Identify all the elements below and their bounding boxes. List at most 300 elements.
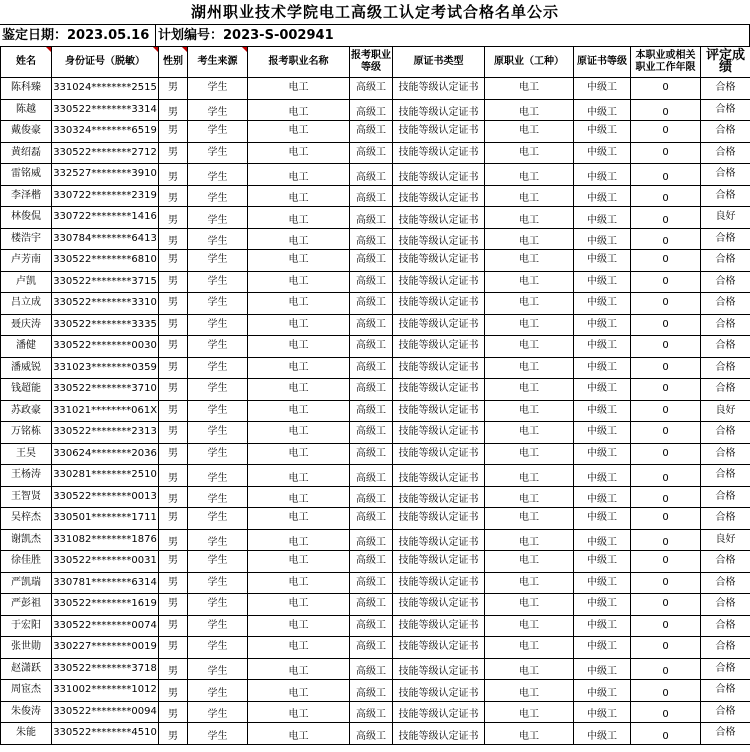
cell-result[interactable]: 合格 (701, 508, 750, 530)
cell-gender[interactable]: 男 (159, 185, 188, 207)
cell-source[interactable]: 学生 (188, 615, 248, 637)
cell-years[interactable]: 0 (631, 121, 701, 143)
cell-level[interactable]: 高级工 (350, 250, 393, 272)
cell-orig-job[interactable]: 电工 (485, 551, 574, 573)
cell-job[interactable]: 电工 (248, 121, 350, 143)
cell-orig-level[interactable]: 中级工 (574, 443, 631, 465)
cell-cert-type[interactable]: 技能等级认定证书 (393, 185, 485, 207)
cell-result[interactable]: 合格 (701, 99, 750, 121)
cell-cert-type[interactable]: 技能等级认定证书 (393, 293, 485, 315)
cell-job[interactable]: 电工 (248, 572, 350, 594)
cell-source[interactable]: 学生 (188, 572, 248, 594)
cell-orig-level[interactable]: 中级工 (574, 142, 631, 164)
cell-cert-type[interactable]: 技能等级认定证书 (393, 357, 485, 379)
cell-id[interactable]: 330522********3715 (52, 271, 159, 293)
cell-years[interactable]: 0 (631, 207, 701, 229)
cell-result[interactable]: 合格 (701, 142, 750, 164)
cell-result[interactable]: 合格 (701, 78, 750, 100)
cell-orig-level[interactable]: 中级工 (574, 314, 631, 336)
cell-cert-type[interactable]: 技能等级认定证书 (393, 314, 485, 336)
cell-job[interactable]: 电工 (248, 357, 350, 379)
cell-level[interactable]: 高级工 (350, 615, 393, 637)
cell-gender[interactable]: 男 (159, 142, 188, 164)
cell-orig-level[interactable]: 中级工 (574, 615, 631, 637)
cell-years[interactable]: 0 (631, 164, 701, 186)
cell-source[interactable]: 学生 (188, 357, 248, 379)
cell-id[interactable]: 330624********2036 (52, 443, 159, 465)
cell-result[interactable]: 合格 (701, 594, 750, 616)
cell-years[interactable]: 0 (631, 250, 701, 272)
cell-job[interactable]: 电工 (248, 271, 350, 293)
cell-source[interactable]: 学生 (188, 293, 248, 315)
cell-id[interactable]: 330522********1619 (52, 594, 159, 616)
cell-gender[interactable]: 男 (159, 529, 188, 551)
cell-result[interactable]: 良好 (701, 400, 750, 422)
cell-orig-job[interactable]: 电工 (485, 99, 574, 121)
cell-orig-job[interactable]: 电工 (485, 185, 574, 207)
cell-source[interactable]: 学生 (188, 637, 248, 659)
cell-id[interactable]: 330522********0031 (52, 551, 159, 573)
cell-name[interactable]: 卢凯 (1, 271, 52, 293)
cell-level[interactable]: 高级工 (350, 314, 393, 336)
cell-id[interactable]: 330501********1711 (52, 508, 159, 530)
col-header-orig-level[interactable]: 原证书等级 (574, 47, 631, 78)
cell-orig-job[interactable]: 电工 (485, 572, 574, 594)
cell-name[interactable]: 严彭祖 (1, 594, 52, 616)
cell-level[interactable]: 高级工 (350, 465, 393, 487)
col-header-result[interactable]: 评定成绩 (701, 47, 750, 78)
cell-name[interactable]: 朱俊涛 (1, 701, 52, 723)
cell-job[interactable]: 电工 (248, 508, 350, 530)
cell-years[interactable]: 0 (631, 701, 701, 723)
cell-gender[interactable]: 男 (159, 551, 188, 573)
cell-years[interactable]: 0 (631, 443, 701, 465)
cell-level[interactable]: 高级工 (350, 400, 393, 422)
cell-level[interactable]: 高级工 (350, 594, 393, 616)
cell-gender[interactable]: 男 (159, 293, 188, 315)
cell-id[interactable]: 330522********3710 (52, 379, 159, 401)
cell-orig-level[interactable]: 中级工 (574, 637, 631, 659)
cell-id[interactable]: 331021********061X (52, 400, 159, 422)
cell-id[interactable]: 330522********2313 (52, 422, 159, 444)
cell-gender[interactable]: 男 (159, 422, 188, 444)
cell-cert-type[interactable]: 技能等级认定证书 (393, 99, 485, 121)
cell-gender[interactable]: 男 (159, 357, 188, 379)
col-header-source[interactable]: 考生来源 (188, 47, 248, 78)
cell-id[interactable]: 330784********6413 (52, 228, 159, 250)
cell-orig-job[interactable]: 电工 (485, 594, 574, 616)
cell-name[interactable]: 潘健 (1, 336, 52, 358)
cell-job[interactable]: 电工 (248, 637, 350, 659)
cell-orig-level[interactable]: 中级工 (574, 357, 631, 379)
cell-source[interactable]: 学生 (188, 723, 248, 745)
cell-gender[interactable]: 男 (159, 615, 188, 637)
cell-years[interactable]: 0 (631, 293, 701, 315)
cell-job[interactable]: 电工 (248, 465, 350, 487)
cell-level[interactable]: 高级工 (350, 99, 393, 121)
cell-name[interactable]: 卢芳南 (1, 250, 52, 272)
col-header-job[interactable]: 报考职业名称 (248, 47, 350, 78)
cell-orig-level[interactable]: 中级工 (574, 228, 631, 250)
cell-id[interactable]: 332527********3910 (52, 164, 159, 186)
col-header-name[interactable]: 姓名 (1, 47, 52, 78)
cell-job[interactable]: 电工 (248, 336, 350, 358)
cell-name[interactable]: 聂庆涛 (1, 314, 52, 336)
cell-cert-type[interactable]: 技能等级认定证书 (393, 615, 485, 637)
cell-gender[interactable]: 男 (159, 271, 188, 293)
cell-orig-job[interactable]: 电工 (485, 357, 574, 379)
cell-level[interactable]: 高级工 (350, 551, 393, 573)
cell-level[interactable]: 高级工 (350, 207, 393, 229)
cell-cert-type[interactable]: 技能等级认定证书 (393, 680, 485, 702)
cell-level[interactable]: 高级工 (350, 336, 393, 358)
cell-cert-type[interactable]: 技能等级认定证书 (393, 379, 485, 401)
cell-job[interactable]: 电工 (248, 615, 350, 637)
cell-gender[interactable]: 男 (159, 207, 188, 229)
cell-result[interactable]: 合格 (701, 121, 750, 143)
cell-years[interactable]: 0 (631, 551, 701, 573)
cell-level[interactable]: 高级工 (350, 443, 393, 465)
cell-years[interactable]: 0 (631, 336, 701, 358)
col-header-gender[interactable]: 性别 (159, 47, 188, 78)
cell-years[interactable]: 0 (631, 615, 701, 637)
cell-cert-type[interactable]: 技能等级认定证书 (393, 658, 485, 680)
cell-orig-job[interactable]: 电工 (485, 637, 574, 659)
cell-orig-job[interactable]: 电工 (485, 615, 574, 637)
cell-name[interactable]: 雷铭威 (1, 164, 52, 186)
cell-gender[interactable]: 男 (159, 443, 188, 465)
col-header-level[interactable]: 报考职业等级 (350, 47, 393, 78)
cell-source[interactable]: 学生 (188, 207, 248, 229)
cell-job[interactable]: 电工 (248, 723, 350, 745)
cell-result[interactable]: 合格 (701, 185, 750, 207)
cell-job[interactable]: 电工 (248, 529, 350, 551)
cell-name[interactable]: 陈科臻 (1, 78, 52, 100)
cell-orig-job[interactable]: 电工 (485, 250, 574, 272)
cell-level[interactable]: 高级工 (350, 228, 393, 250)
cell-cert-type[interactable]: 技能等级认定证书 (393, 142, 485, 164)
cell-name[interactable]: 吴梓杰 (1, 508, 52, 530)
cell-cert-type[interactable]: 技能等级认定证书 (393, 207, 485, 229)
cell-level[interactable]: 高级工 (350, 658, 393, 680)
cell-result[interactable]: 合格 (701, 250, 750, 272)
cell-years[interactable]: 0 (631, 379, 701, 401)
cell-result[interactable]: 合格 (701, 379, 750, 401)
cell-job[interactable]: 电工 (248, 164, 350, 186)
cell-level[interactable]: 高级工 (350, 680, 393, 702)
cell-years[interactable]: 0 (631, 486, 701, 508)
cell-orig-level[interactable]: 中级工 (574, 508, 631, 530)
cell-orig-level[interactable]: 中级工 (574, 529, 631, 551)
cell-name[interactable]: 林俊侃 (1, 207, 52, 229)
cell-job[interactable]: 电工 (248, 422, 350, 444)
cell-gender[interactable]: 男 (159, 658, 188, 680)
cell-name[interactable]: 潘威锐 (1, 357, 52, 379)
cell-source[interactable]: 学生 (188, 701, 248, 723)
cell-years[interactable]: 0 (631, 142, 701, 164)
cell-id[interactable]: 330227********0019 (52, 637, 159, 659)
cell-source[interactable]: 学生 (188, 443, 248, 465)
cell-gender[interactable]: 男 (159, 701, 188, 723)
cell-name[interactable]: 于宏阳 (1, 615, 52, 637)
cell-source[interactable]: 学生 (188, 508, 248, 530)
cell-id[interactable]: 330522********0030 (52, 336, 159, 358)
cell-gender[interactable]: 男 (159, 486, 188, 508)
cell-name[interactable]: 陈越 (1, 99, 52, 121)
cell-orig-job[interactable]: 电工 (485, 486, 574, 508)
cell-gender[interactable]: 男 (159, 121, 188, 143)
cell-job[interactable]: 电工 (248, 594, 350, 616)
cell-job[interactable]: 电工 (248, 379, 350, 401)
cell-job[interactable]: 电工 (248, 228, 350, 250)
cell-level[interactable]: 高级工 (350, 486, 393, 508)
cell-source[interactable]: 学生 (188, 529, 248, 551)
cell-orig-level[interactable]: 中级工 (574, 164, 631, 186)
cell-level[interactable]: 高级工 (350, 529, 393, 551)
cell-level[interactable]: 高级工 (350, 293, 393, 315)
cell-id[interactable]: 330781********6314 (52, 572, 159, 594)
cell-name[interactable]: 吕立成 (1, 293, 52, 315)
cell-name[interactable]: 戴俊豪 (1, 121, 52, 143)
cell-years[interactable]: 0 (631, 185, 701, 207)
cell-gender[interactable]: 男 (159, 680, 188, 702)
cell-name[interactable]: 周宦杰 (1, 680, 52, 702)
cell-job[interactable]: 电工 (248, 250, 350, 272)
cell-result[interactable]: 合格 (701, 637, 750, 659)
cell-source[interactable]: 学生 (188, 314, 248, 336)
cell-years[interactable]: 0 (631, 400, 701, 422)
cell-name[interactable]: 王智贤 (1, 486, 52, 508)
cell-cert-type[interactable]: 技能等级认定证书 (393, 443, 485, 465)
cell-source[interactable]: 学生 (188, 465, 248, 487)
cell-name[interactable]: 王杨涛 (1, 465, 52, 487)
cell-orig-job[interactable]: 电工 (485, 228, 574, 250)
cell-level[interactable]: 高级工 (350, 572, 393, 594)
cell-orig-level[interactable]: 中级工 (574, 185, 631, 207)
cell-source[interactable]: 学生 (188, 336, 248, 358)
cell-source[interactable]: 学生 (188, 422, 248, 444)
cell-source[interactable]: 学生 (188, 271, 248, 293)
cell-job[interactable]: 电工 (248, 486, 350, 508)
cell-orig-level[interactable]: 中级工 (574, 658, 631, 680)
cell-result[interactable]: 合格 (701, 357, 750, 379)
cell-years[interactable]: 0 (631, 228, 701, 250)
cell-cert-type[interactable]: 技能等级认定证书 (393, 465, 485, 487)
cell-orig-level[interactable]: 中级工 (574, 701, 631, 723)
cell-result[interactable]: 合格 (701, 228, 750, 250)
cell-result[interactable]: 合格 (701, 422, 750, 444)
col-header-cert-type[interactable]: 原证书类型 (393, 47, 485, 78)
cell-orig-level[interactable]: 中级工 (574, 293, 631, 315)
cell-orig-level[interactable]: 中级工 (574, 422, 631, 444)
cell-gender[interactable]: 男 (159, 314, 188, 336)
cell-level[interactable]: 高级工 (350, 422, 393, 444)
cell-orig-job[interactable]: 电工 (485, 121, 574, 143)
cell-id[interactable]: 330522********0094 (52, 701, 159, 723)
cell-orig-level[interactable]: 中级工 (574, 121, 631, 143)
cell-id[interactable]: 330324********6519 (52, 121, 159, 143)
cell-result[interactable]: 合格 (701, 486, 750, 508)
cell-orig-job[interactable]: 电工 (485, 443, 574, 465)
cell-result[interactable]: 合格 (701, 443, 750, 465)
cell-gender[interactable]: 男 (159, 594, 188, 616)
cell-job[interactable]: 电工 (248, 207, 350, 229)
cell-id[interactable]: 330522********4510 (52, 723, 159, 745)
cell-cert-type[interactable]: 技能等级认定证书 (393, 228, 485, 250)
cell-cert-type[interactable]: 技能等级认定证书 (393, 508, 485, 530)
cell-cert-type[interactable]: 技能等级认定证书 (393, 422, 485, 444)
cell-job[interactable]: 电工 (248, 293, 350, 315)
cell-name[interactable]: 谢凯杰 (1, 529, 52, 551)
cell-result[interactable]: 合格 (701, 164, 750, 186)
cell-source[interactable]: 学生 (188, 185, 248, 207)
cell-id[interactable]: 330522********3314 (52, 99, 159, 121)
cell-orig-level[interactable]: 中级工 (574, 336, 631, 358)
cell-id[interactable]: 331082********1876 (52, 529, 159, 551)
cell-orig-job[interactable]: 电工 (485, 336, 574, 358)
cell-orig-level[interactable]: 中级工 (574, 207, 631, 229)
cell-orig-job[interactable]: 电工 (485, 529, 574, 551)
cell-orig-level[interactable]: 中级工 (574, 465, 631, 487)
cell-gender[interactable]: 男 (159, 228, 188, 250)
cell-result[interactable]: 良好 (701, 529, 750, 551)
cell-cert-type[interactable]: 技能等级认定证书 (393, 594, 485, 616)
cell-job[interactable]: 电工 (248, 185, 350, 207)
cell-name[interactable]: 苏政豪 (1, 400, 52, 422)
cell-cert-type[interactable]: 技能等级认定证书 (393, 486, 485, 508)
cell-source[interactable]: 学生 (188, 250, 248, 272)
cell-result[interactable]: 合格 (701, 701, 750, 723)
cell-years[interactable]: 0 (631, 594, 701, 616)
cell-orig-job[interactable]: 电工 (485, 658, 574, 680)
cell-gender[interactable]: 男 (159, 572, 188, 594)
col-header-id[interactable]: 身份证号（脱敏） (52, 47, 159, 78)
cell-source[interactable]: 学生 (188, 594, 248, 616)
cell-name[interactable]: 张世勋 (1, 637, 52, 659)
cell-orig-job[interactable]: 电工 (485, 465, 574, 487)
cell-years[interactable]: 0 (631, 357, 701, 379)
cell-orig-level[interactable]: 中级工 (574, 723, 631, 745)
cell-job[interactable]: 电工 (248, 658, 350, 680)
cell-years[interactable]: 0 (631, 680, 701, 702)
cell-cert-type[interactable]: 技能等级认定证书 (393, 336, 485, 358)
cell-years[interactable]: 0 (631, 637, 701, 659)
cell-orig-level[interactable]: 中级工 (574, 486, 631, 508)
cell-cert-type[interactable]: 技能等级认定证书 (393, 572, 485, 594)
cell-orig-job[interactable]: 电工 (485, 379, 574, 401)
cell-source[interactable]: 学生 (188, 658, 248, 680)
cell-years[interactable]: 0 (631, 422, 701, 444)
cell-id[interactable]: 330522********2712 (52, 142, 159, 164)
cell-level[interactable]: 高级工 (350, 701, 393, 723)
cell-id[interactable]: 331023********0359 (52, 357, 159, 379)
cell-source[interactable]: 学生 (188, 228, 248, 250)
cell-result[interactable]: 良好 (701, 207, 750, 229)
cell-cert-type[interactable]: 技能等级认定证书 (393, 529, 485, 551)
cell-job[interactable]: 电工 (248, 443, 350, 465)
cell-job[interactable]: 电工 (248, 701, 350, 723)
cell-years[interactable]: 0 (631, 529, 701, 551)
cell-job[interactable]: 电工 (248, 551, 350, 573)
cell-gender[interactable]: 男 (159, 99, 188, 121)
cell-job[interactable]: 电工 (248, 142, 350, 164)
cell-orig-job[interactable]: 电工 (485, 207, 574, 229)
cell-id[interactable]: 331002********1012 (52, 680, 159, 702)
cell-result[interactable]: 合格 (701, 314, 750, 336)
cell-job[interactable]: 电工 (248, 680, 350, 702)
cell-years[interactable]: 0 (631, 658, 701, 680)
cell-level[interactable]: 高级工 (350, 379, 393, 401)
cell-source[interactable]: 学生 (188, 142, 248, 164)
cell-result[interactable]: 合格 (701, 293, 750, 315)
cell-result[interactable]: 合格 (701, 658, 750, 680)
cell-name[interactable]: 赵潇跃 (1, 658, 52, 680)
cell-orig-level[interactable]: 中级工 (574, 572, 631, 594)
cell-orig-job[interactable]: 电工 (485, 314, 574, 336)
cell-id[interactable]: 330522********3310 (52, 293, 159, 315)
cell-source[interactable]: 学生 (188, 121, 248, 143)
cell-name[interactable]: 李泽楷 (1, 185, 52, 207)
cell-result[interactable]: 合格 (701, 465, 750, 487)
cell-source[interactable]: 学生 (188, 379, 248, 401)
cell-orig-job[interactable]: 电工 (485, 422, 574, 444)
cell-orig-job[interactable]: 电工 (485, 508, 574, 530)
cell-level[interactable]: 高级工 (350, 121, 393, 143)
cell-name[interactable]: 徐佳胜 (1, 551, 52, 573)
cell-level[interactable]: 高级工 (350, 271, 393, 293)
cell-result[interactable]: 合格 (701, 572, 750, 594)
cell-result[interactable]: 合格 (701, 551, 750, 573)
cell-years[interactable]: 0 (631, 99, 701, 121)
cell-source[interactable]: 学生 (188, 486, 248, 508)
cell-result[interactable]: 合格 (701, 271, 750, 293)
cell-level[interactable]: 高级工 (350, 185, 393, 207)
cell-name[interactable]: 朱能 (1, 723, 52, 745)
cell-result[interactable]: 合格 (701, 680, 750, 702)
cell-orig-level[interactable]: 中级工 (574, 99, 631, 121)
cell-gender[interactable]: 男 (159, 637, 188, 659)
cell-years[interactable]: 0 (631, 465, 701, 487)
cell-orig-job[interactable]: 电工 (485, 701, 574, 723)
cell-years[interactable]: 0 (631, 508, 701, 530)
cell-orig-level[interactable]: 中级工 (574, 250, 631, 272)
cell-orig-job[interactable]: 电工 (485, 293, 574, 315)
cell-gender[interactable]: 男 (159, 465, 188, 487)
cell-source[interactable]: 学生 (188, 400, 248, 422)
cell-name[interactable]: 万铭栋 (1, 422, 52, 444)
cell-source[interactable]: 学生 (188, 680, 248, 702)
cell-job[interactable]: 电工 (248, 400, 350, 422)
cell-source[interactable]: 学生 (188, 99, 248, 121)
cell-cert-type[interactable]: 技能等级认定证书 (393, 551, 485, 573)
cell-cert-type[interactable]: 技能等级认定证书 (393, 250, 485, 272)
cell-gender[interactable]: 男 (159, 379, 188, 401)
cell-years[interactable]: 0 (631, 723, 701, 745)
cell-gender[interactable]: 男 (159, 723, 188, 745)
col-header-orig-job[interactable]: 原职业（工种） (485, 47, 574, 78)
cell-years[interactable]: 0 (631, 314, 701, 336)
cell-level[interactable]: 高级工 (350, 357, 393, 379)
cell-name[interactable]: 王昊 (1, 443, 52, 465)
cell-name[interactable]: 严凯瑞 (1, 572, 52, 594)
cell-id[interactable]: 330722********2319 (52, 185, 159, 207)
cell-id[interactable]: 330522********6810 (52, 250, 159, 272)
cell-id[interactable]: 330522********3335 (52, 314, 159, 336)
col-header-years[interactable]: 本职业或相关职业工作年限 (631, 47, 701, 78)
cell-level[interactable]: 高级工 (350, 637, 393, 659)
cell-result[interactable]: 合格 (701, 615, 750, 637)
cell-id[interactable]: 330522********0013 (52, 486, 159, 508)
